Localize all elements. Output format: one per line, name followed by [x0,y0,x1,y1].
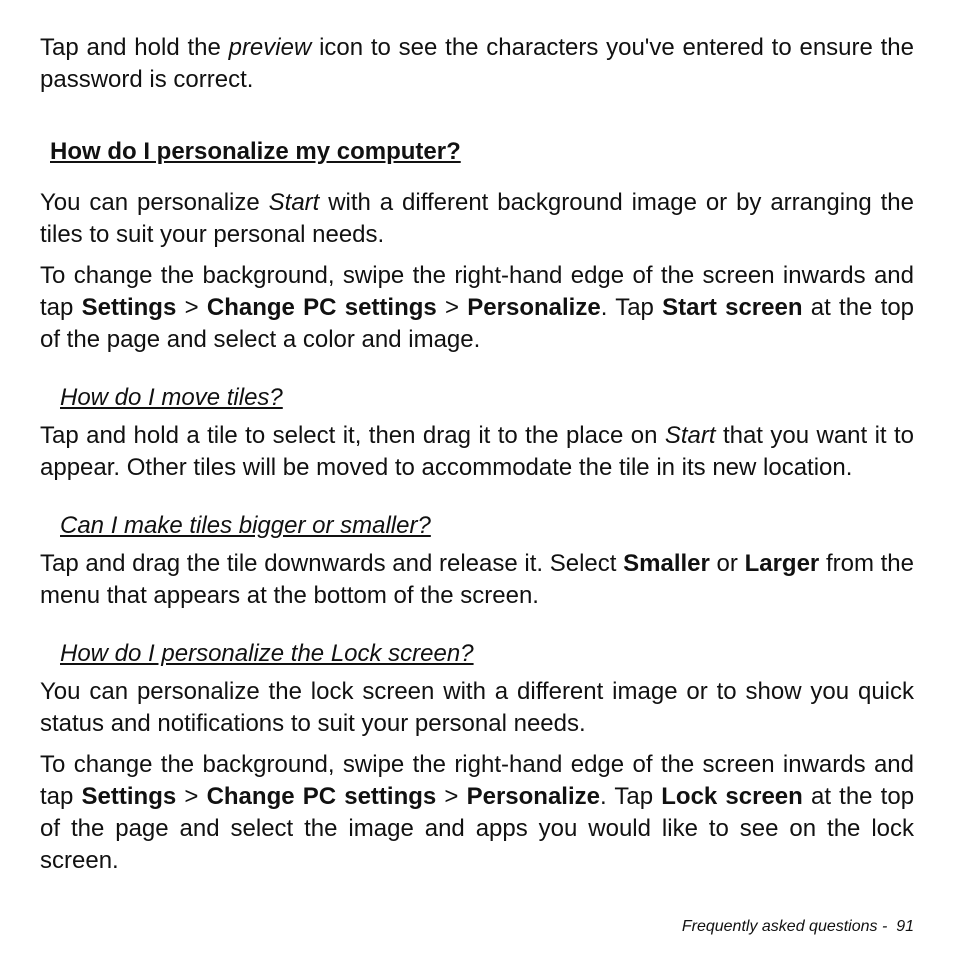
text-italic: preview [228,34,312,61]
paragraph-move-tiles [40,420,914,484]
text-bold: Settings [81,783,177,810]
text-italic: Start [268,189,320,216]
text-bold: Change PC settings [206,783,437,810]
text: . Tap [600,783,662,810]
text: Tap and hold the [40,34,229,61]
text: at the top of the page and select a color and image. [40,294,915,353]
text: You can personalize [40,189,269,216]
text-bold: Start screen [662,294,803,321]
subheading-move-tiles: How do I move tiles? [60,384,283,411]
section-heading-personalize: How do I personalize my computer? [50,138,461,165]
text-bold: Smaller [623,550,710,577]
text: or [709,550,745,577]
text-italic: Start [664,422,716,449]
text: at the top of the page and select the image and apps you would like to see on the lock screen. [40,783,915,874]
text: . Tap [600,294,663,321]
text: icon to see the characters you've entered to ensure the password is correct. [40,34,914,93]
text-bold: Settings [81,294,177,321]
paragraph-resize-tiles [40,548,914,612]
text: Tap and hold a tile to select it, then drag it to the place on [40,422,665,449]
text: that you want it to appear. Other tiles will be moved to accommodate the tile in its new location. [40,422,915,481]
text-bold: Change PC settings [206,294,437,321]
page-content [40,32,914,877]
text: To change the background, swipe the right-hand edge of the screen inwards and tap [40,751,914,810]
paragraph-change-background [40,260,914,356]
subheading-resize-tiles: Can I make tiles bigger or smaller? [60,512,431,539]
text: > [176,294,207,321]
paragraph-personalize-start [40,187,914,251]
page-footer: Frequently asked questions - 91 [681,918,914,935]
subheading-lock-screen: How do I personalize the Lock screen? [60,640,474,667]
text: To change the background, swipe the right-hand edge of the screen inwards and tap [40,262,914,321]
text-bold: Personalize [466,783,600,810]
paragraph-lock-screen-change [40,749,914,877]
text: > [176,783,207,810]
text: from the menu that appears at the bottom of the screen. [40,550,914,609]
text: Tap and drag the tile downwards and release it. Select [40,550,624,577]
text-bold: Personalize [467,294,601,321]
text-bold: Lock screen [661,783,803,810]
intro-paragraph [40,32,914,96]
text: > [436,783,467,810]
text-bold: Larger [744,550,820,577]
paragraph-lock-screen-intro: You can personalize the lock screen with a different image or to show you quick status and notifications to suit your personal needs. [40,678,914,737]
text: with a different background image or by arranging the tiles to suit your personal needs. [40,189,914,248]
text: > [436,294,468,321]
